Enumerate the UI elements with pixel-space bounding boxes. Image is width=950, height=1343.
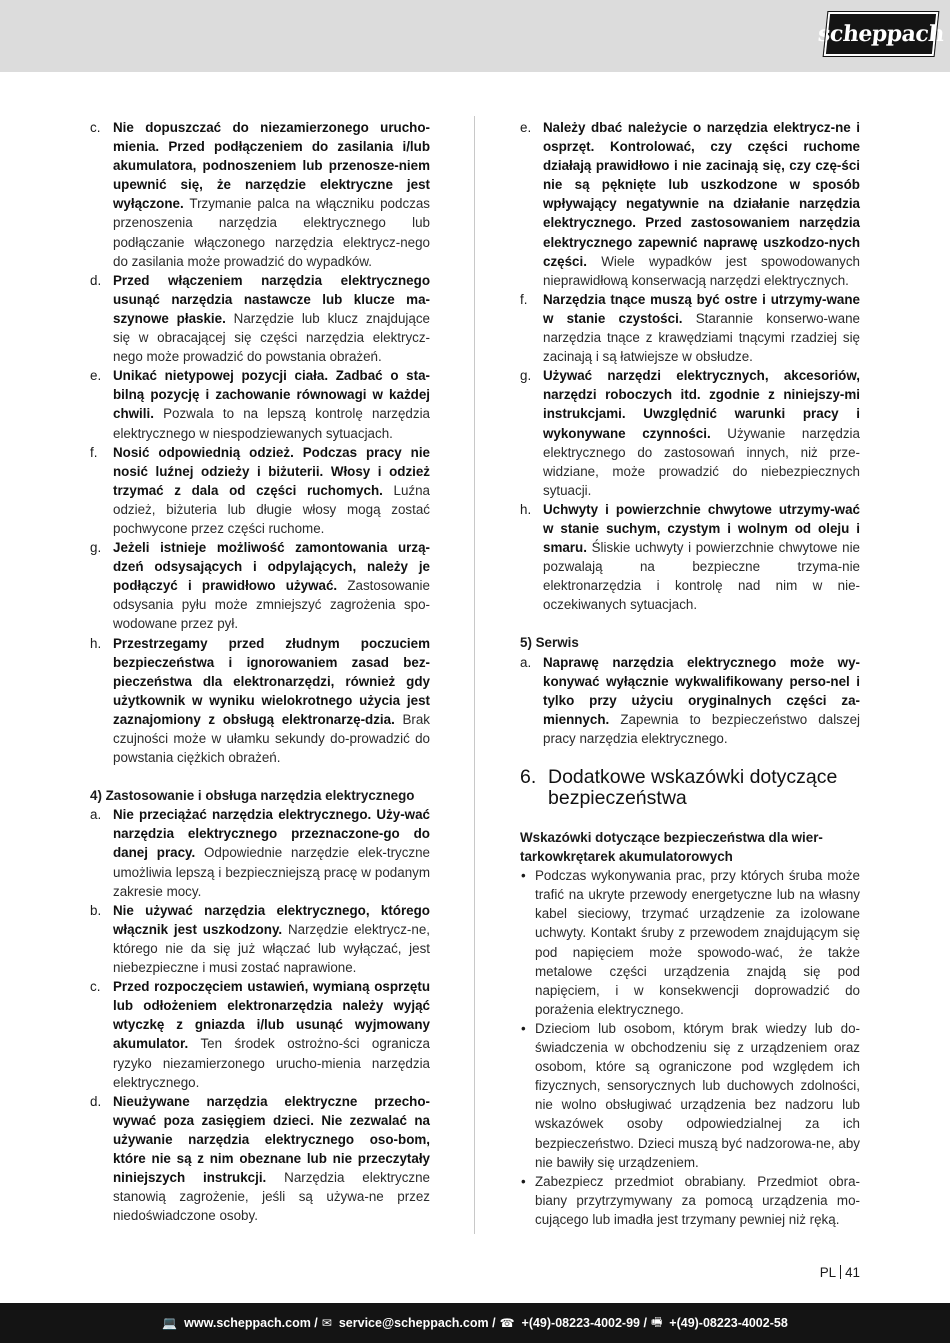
instruction-item (90, 366, 430, 442)
item-marker: e. (520, 120, 532, 135)
envelope-icon: ✉ (321, 1316, 332, 1330)
left-column (90, 118, 430, 1225)
item-text: Ten środek ostrożno-ści ogranicza ryzyko niezamierzonego urucho-mienia narzędzia elektrycznego. (113, 1036, 430, 1090)
instruction-item (520, 500, 860, 615)
item-marker: d. (90, 1093, 102, 1109)
item-text: Zastosowanie odsysania pyłu może zmniejszyć zagrożenia spo-wodowane przez pył. (113, 578, 430, 632)
item-emphasis: Przed rozpoczęciem ustawień, wymianą osprzętu lub odłożeniem elektronarzędzia należy wyjąć wtyczkę z gniazda i/lub usunąć wyjmowany akumulator. (113, 979, 430, 1052)
header-band (0, 0, 950, 72)
bullet-item (520, 1172, 860, 1229)
item-text: Narzędzie elektrycz-ne, którego nie da się już włączać lub wyłączać, jest niebezpieczne i musi zostać naprawione. (113, 921, 430, 976)
item-emphasis: Naprawę narzędzia elektrycznego może wy-konywać wyłącznie wykwalifikowany perso-nel i tylko przy użyciu oryginalnych części za-miennych. (543, 654, 860, 727)
page-language: PL (819, 1265, 837, 1280)
right-items-section-5 (520, 653, 860, 748)
section-6-heading (520, 767, 860, 809)
bullet-dot: • (521, 1020, 526, 1036)
bullet-item (520, 1019, 860, 1172)
footer-fax: +(49)-08223-4002-58 (669, 1316, 788, 1330)
item-emphasis: Nie używać narzędzia elektrycznego, którego włącznik jest uszkodzony. (113, 902, 430, 937)
bullet-text: Zabezpiecz przedmiot obrabiany. Przedmiot obra-biany przytrzymywany za pomocą urządzenia mo-cującego lub imadła jest trzymany pewniej niż ręką. (535, 1173, 860, 1227)
left-items-section-4 (90, 805, 430, 1225)
item-emphasis: Nosić odpowiednią odzież. Podczas pracy nie nosić luźnej odzieży i biżuterii. Włosy i odzież trzymać z dala od części ruchomych. (113, 444, 430, 498)
instruction-item (90, 977, 430, 1092)
instruction-item (90, 271, 430, 366)
item-marker: b. (90, 902, 102, 918)
item-emphasis: Narzędzia tnące muszą być ostre i utrzymy-wane w stanie czystości. (543, 291, 860, 326)
brand-logo-text: scheppach (816, 21, 946, 47)
item-marker: g. (520, 368, 532, 384)
footer-website[interactable]: www.scheppach.com / (184, 1316, 318, 1330)
instruction-item (520, 653, 860, 748)
instruction-item (520, 118, 860, 290)
right-items-section-4 (520, 118, 860, 614)
item-text: Zapewnia to bezpieczeństwo dalszej pracy narzędzia elektrycznego. (543, 711, 860, 746)
fax-icon: 🖷 (650, 1314, 663, 1329)
bullet-dot: • (521, 868, 526, 884)
section-6-title: Dodatkowe wskazówki dotyczące bezpieczeństwa (548, 766, 838, 809)
item-marker: h. (520, 501, 532, 517)
item-marker: f. (520, 291, 528, 307)
instruction-item (90, 1092, 430, 1226)
drill-safety-subheading: Wskazówki dotyczące bezpieczeństwa dla wier-tarkowkrętarek akumulatorowych (520, 830, 823, 865)
instruction-item (90, 634, 430, 768)
item-emphasis: Unikać nietypowej pozycji ciała. Zadbać o sta-bilną pozycję i zachowanie równowagi w każdej chwili. (113, 368, 430, 422)
brand-logo (816, 12, 946, 56)
instruction-item (90, 538, 430, 633)
item-marker: e. (90, 368, 102, 384)
bullet-text: Dzieciom lub osobom, którym brak wiedzy lub do-świadczenia w obchodzeniu się z urządzeniem oraz osobom, które są ograniczone pod względem ich fizycznych, sensorycznych lub duchowych zdolności, nie wolno obsługiwać urządzenia bez nadzoru lub wskazówek osoby odpowiedzialnej za ich bezpieczeństwo. Dzieci muszą być nadzorowa-ne, aby nie bawiły się urządzeniem. (535, 1020, 860, 1170)
bullet-text: Podczas wykonywania prac, przy których śruba może trafić na ukryte przewody energetyczne lub na własny kabel sieciowy, trzymać urządzenie za izolowane uchwyty. Kontakt śruby z przewodem znajdującym się pod napięciem może spowodo-wać, że także metalowe części urządzenia znajdą się pod napięciem, i w konsekwencji doprowadzić do porażenia elektrycznego. (535, 868, 860, 1017)
phone-icon: ☎ (499, 1316, 515, 1330)
instruction-item (90, 805, 430, 900)
section-4-heading: 4) Zastosowanie i obsługa narzędzia elektrycznego (90, 788, 415, 804)
item-text: Odpowiednie narzędzie elek-tryczne umożliwia lepszą i bezpieczniejszą pracę w podanym zakresie mocy. (113, 845, 431, 899)
page-number-value: 41 (845, 1265, 860, 1280)
item-text: Pozwala to na lepszą kontrolę narzędzia elektrycznego w niespodziewanych sytuacjach. (113, 406, 430, 441)
footer-bar (0, 1303, 950, 1343)
item-emphasis: Nieużywane narzędzia elektryczne przecho-wywać poza zasięgiem dzieci. Nie zezwalać na używanie narzędzia elektrycznego oso-bom, które nie są z nim obeznane lub nie przeczytały niniejszych instrukcji. (113, 1093, 430, 1186)
instruction-item (90, 118, 430, 271)
item-marker: c. (90, 979, 101, 995)
computer-icon: 💻 (162, 1316, 178, 1330)
bullet-dot: • (521, 1173, 526, 1189)
item-text: Luźna odzież, biżuteria lub długie włosy mogą zostać pochwycone przez części ruchome. (113, 482, 430, 536)
page-number (820, 1265, 860, 1280)
item-marker: a. (90, 807, 102, 823)
item-text: Wiele wypadków jest spowodowanych nieprawidłową konserwacją narzędzi elektrycznych. (543, 253, 860, 288)
item-marker: c. (90, 120, 101, 135)
left-items-general (90, 118, 430, 767)
item-emphasis: Należy dbać należycie o narzędzia elektrycz-ne i osprzęt. Kontrolować, czy części ruchome działają prawidłowo i nie zacinają się, czy czę-ści nie są pęknięte lub uszkodzone w sposób wpływający negatywnie na działanie narzędzia elektrycznego. Przed zastosowaniem narzędzia elektrycznego zapewnić naprawę uszkodzo-nych części. (543, 120, 860, 269)
item-emphasis: Przed włączeniem narzędzia elektrycznego usunąć narzędzia nastawcze lub klucze ma-szynowe płaskie. (113, 272, 430, 326)
section-5-heading: 5) Serwis (520, 635, 579, 651)
item-emphasis: Nie dopuszczać do niezamierzonego urucho-mienia. Przed podłączeniem do zasilania i/lub akumulatora, podnoszeniem lub przenosze-niem upewnić się, że narzędzie elektryczne jest wyłączone. (113, 120, 430, 212)
instruction-item (520, 366, 860, 500)
column-divider (474, 116, 475, 1234)
drill-safety-bullets (520, 866, 860, 1229)
item-marker: h. (90, 635, 102, 651)
item-emphasis: Używać narzędzi elektrycznych, akcesoriów, narzędzi roboczych itd. zgodnie z niniejszy-mi instrukcjami. Uwzględnić warunki pracy i wykonywane czynności. (543, 368, 860, 441)
footer-email[interactable]: service@scheppach.com / (338, 1316, 496, 1330)
item-marker: d. (90, 272, 102, 288)
item-text: Używanie narzędzia elektrycznego do zastosowań innych, niż prze-widziane, może prowadzić do niebezpiecznych sytuacji. (543, 425, 860, 498)
item-emphasis: Jeżeli istnieje możliwość zamontowania urzą-dzeń odsysających i odpylających, należy je podłączyć i prawidłowo używać. (113, 540, 430, 594)
item-marker: f. (90, 444, 98, 460)
item-emphasis: Nie przeciążać narzędzia elektrycznego. Uży-wać narzędzia elektrycznego przeznaczone-go do danej pracy. (113, 807, 430, 861)
item-text: Brak czujności może w ułamku sekundy do-prowadzić do powstania ciężkich obrażeń. (113, 711, 430, 766)
item-emphasis: Przestrzegamy przed złudnym poczuciem bezpieczeństwa i ignorowaniem zasad bez-pieczeństwa dla elektronarzędzi, również gdy użytkownik w wyniku wielokrotnego użycia jest zaznajomiony z obsługą elektronarzę-dzia. (113, 635, 430, 727)
section-6-number: 6. (520, 766, 537, 788)
item-text: Trzymanie palca na włączniku podczas przenoszenia narzędzia elektrycznego lub podłączanie włączonego narzędzia elektrycz-nego do zasilania może prowadzić do wypadków. (113, 196, 430, 269)
bullet-item (520, 866, 860, 1019)
item-marker: a. (520, 654, 532, 670)
item-text: Narzędzia elektryczne stanowią zagrożenie, jeśli są używa-ne przez niedoświadczone osoby. (113, 1170, 430, 1224)
item-emphasis: Uchwyty i powierzchnie chwytowe utrzymy-wać w stanie suchym, czystym i wolnym od oleju i smaru. (543, 501, 860, 556)
item-text: Śliskie uchwyty i powierzchnie chwytowe nie pozwalają na bezpieczne trzyma-nie elektronarzędzia i kontrolę nad nim w nie-oczekiwanych sytuacjach. (543, 540, 860, 613)
instruction-item (90, 901, 430, 977)
right-column (520, 118, 860, 1229)
instruction-item (520, 290, 860, 366)
item-text: Starannie konserwo-wane narzędzia tnące z krawędziami tnącymi rzadziej się zacinają i są łatwiejsze w obsłudze. (543, 310, 860, 365)
item-text: Narzędzie lub klucz znajdujące się w obracającej się części narzędzia elektrycz-nego może prowadzić do powstania obrażeń. (113, 310, 430, 365)
footer-phone: +(49)-08223-4002-99 / (521, 1316, 647, 1330)
item-marker: g. (90, 540, 102, 556)
instruction-item (90, 443, 430, 538)
